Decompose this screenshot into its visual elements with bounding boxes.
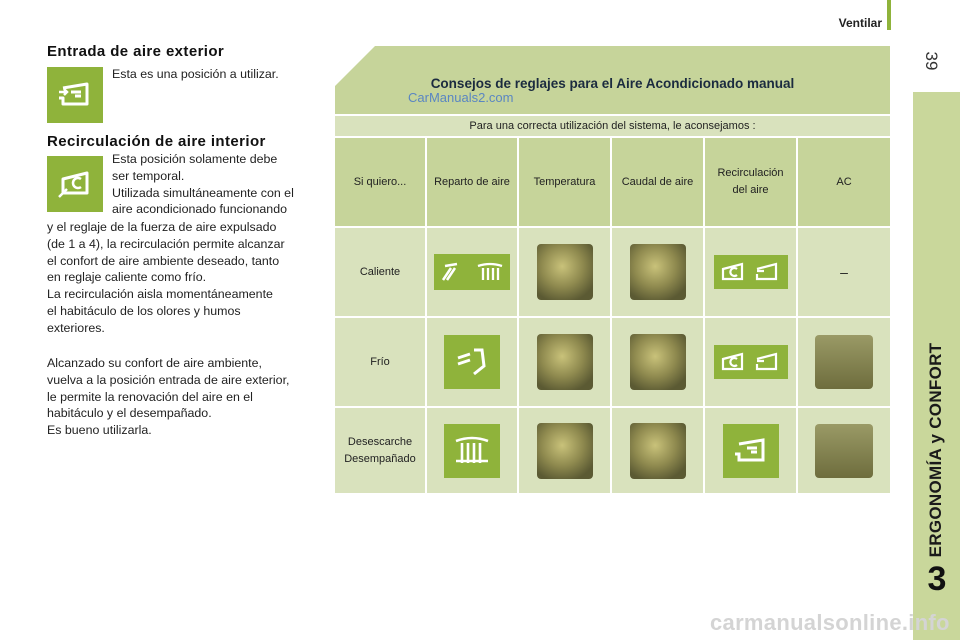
flow-cell xyxy=(612,408,703,493)
row-label: Caliente xyxy=(335,228,425,316)
col-header: Si quiero... xyxy=(335,138,425,226)
recirc-text-full xyxy=(47,219,317,337)
chapter-number: 3 xyxy=(927,560,947,598)
final-paragraph xyxy=(47,355,322,439)
fresh-air-icon xyxy=(47,67,103,123)
ac-value: – xyxy=(840,263,848,280)
feet-windscreen-icon xyxy=(434,254,510,290)
divider xyxy=(335,316,890,318)
chapter-label-wrap xyxy=(906,300,960,600)
recirc-cell xyxy=(705,408,796,493)
flow-knob-photo xyxy=(630,244,686,300)
temperature-cell xyxy=(519,408,610,493)
panel-subtitle: Para una correcta utilización del sistema, le aconsejamos : xyxy=(469,120,756,132)
reparto-cell xyxy=(427,318,517,406)
recirc-line: aire acondicionado funcionando xyxy=(112,202,287,217)
entrada-heading: Entrada de aire exterior xyxy=(47,43,225,60)
flow-cell xyxy=(612,228,703,316)
section-title: Ventilar xyxy=(838,16,882,30)
recirc-cell xyxy=(705,318,796,406)
temperature-cell xyxy=(519,228,610,316)
reparto-cell xyxy=(427,228,517,316)
fresh-air-icon xyxy=(723,424,779,478)
recirc-line: Esta posición solamente debe xyxy=(112,152,278,166)
section-marker-bar xyxy=(887,0,891,30)
ac-cell xyxy=(798,408,890,493)
divider xyxy=(335,226,890,228)
col-header: Temperatura xyxy=(519,138,610,226)
recirc-heading: Recirculación de aire interior xyxy=(47,133,266,150)
col-header: Caudal de aire xyxy=(612,138,703,226)
recirc-line: el habitáculo de los olores y humos xyxy=(47,303,241,318)
footer-watermark: carmanualsonline.info xyxy=(710,610,950,635)
ac-button-photo xyxy=(815,424,873,478)
divider xyxy=(335,114,890,116)
temperature-knob-photo xyxy=(537,244,593,300)
recirc-line: ser temporal. xyxy=(112,168,185,183)
ac-cell xyxy=(798,318,890,406)
recirc-line: y el reglaje de la fuerza de aire expulsado xyxy=(47,220,277,234)
watermark-link[interactable]: CarManuals2.com xyxy=(408,90,514,105)
recirc-line: en reglaje caliente como frío. xyxy=(47,270,207,285)
flow-cell xyxy=(612,318,703,406)
recirc-line: Utilizada simultáneamente con el xyxy=(112,185,294,200)
recirc-cell xyxy=(705,228,796,316)
settings-advice-panel xyxy=(335,46,890,493)
row-label: Frío xyxy=(335,318,425,406)
reparto-cell xyxy=(427,408,517,493)
face-vent-icon xyxy=(444,335,500,389)
col-header: Recirculación del aire xyxy=(705,138,796,226)
final-line: Es bueno utilizarla. xyxy=(47,423,152,438)
recirc-line: La recirculación aisla momentáneamente xyxy=(47,287,273,302)
temperature-knob-photo xyxy=(537,423,593,479)
recirc-line: exteriores. xyxy=(47,320,105,335)
entrada-text: Esta es una posición a utilizar. xyxy=(112,67,279,81)
final-line: Alcanzado su confort de aire ambiente, xyxy=(47,356,262,370)
flow-knob-photo xyxy=(630,334,686,390)
ac-cell xyxy=(798,228,890,316)
panel-title: Consejos de reglajes para el Aire Acondicionado manual xyxy=(430,76,795,91)
recirc-line: el confort de aire ambiente deseado, tanto xyxy=(47,253,280,268)
recirc-text-indented xyxy=(112,151,312,218)
final-line: habitáculo y el desempañado. xyxy=(47,406,212,421)
final-line: le permite la renovación del aire en el xyxy=(47,389,253,404)
temperature-knob-photo xyxy=(537,334,593,390)
col-header: Reparto de aire xyxy=(427,138,517,226)
recirc-line: (de 1 a 4), la recirculación permite alcanzar xyxy=(47,236,285,251)
chapter-label: ERGONOMÍA y CONFORT xyxy=(926,342,945,558)
row-label: Desescarche Desempañado xyxy=(335,408,425,493)
temperature-cell xyxy=(519,318,610,406)
col-header: AC xyxy=(798,138,890,226)
recirc-pair-icon xyxy=(714,345,788,379)
divider xyxy=(335,406,890,408)
defrost-icon xyxy=(444,424,500,478)
flow-knob-photo xyxy=(630,423,686,479)
final-line: vuelva a la posición entrada de aire exterior, xyxy=(47,372,290,387)
ac-button-photo xyxy=(815,335,873,389)
recirculation-icon xyxy=(47,156,103,212)
recirc-pair-icon xyxy=(714,255,788,289)
page-number: 39 xyxy=(922,51,941,71)
